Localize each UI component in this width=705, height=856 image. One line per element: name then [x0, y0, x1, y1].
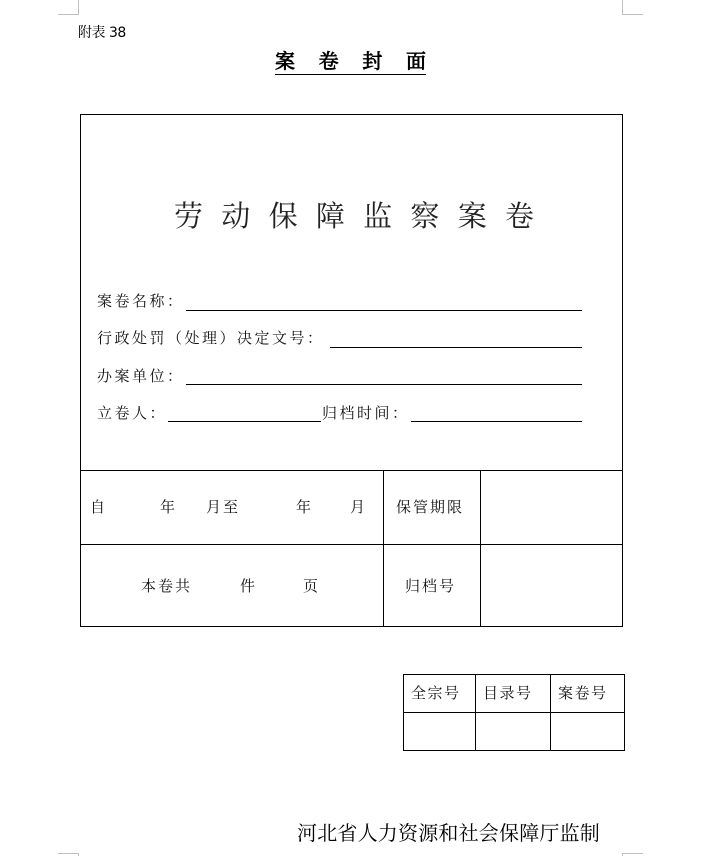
appendix-label: 附表 38: [78, 25, 126, 41]
cover-heading-char: 监: [363, 199, 393, 233]
cover-heading-char: 劳: [174, 199, 204, 233]
document-title-char: 卷: [318, 49, 339, 73]
retention-period-label: 保管期限: [396, 498, 465, 516]
case-name-label: 案卷名称：: [97, 292, 185, 310]
document-title: [275, 49, 426, 75]
crop-mark-top-left-h: [58, 14, 79, 15]
period-month1-to-label: 月至: [206, 498, 241, 516]
index-table-row-divider: [403, 712, 625, 713]
index-header-fonds-no: 全宗号: [411, 684, 461, 702]
period-from-label: 自: [90, 498, 108, 516]
filer-label: 立卷人：: [97, 404, 168, 422]
index-table-col-divider-1: [475, 674, 476, 751]
cover-heading-char: 障: [315, 199, 345, 233]
grid-divider-col1: [383, 470, 384, 627]
grid-divider-middle: [80, 544, 623, 545]
period-year2-label: 年: [296, 498, 314, 516]
archive-time-label: 归档时间：: [322, 404, 410, 422]
period-month2-label: 月: [350, 498, 368, 516]
cover-heading-char: 保: [268, 199, 298, 233]
cover-heading-char: 卷: [504, 199, 534, 233]
crop-mark-top-right-h: [622, 14, 643, 15]
document-title-char: 封: [362, 49, 383, 73]
period-year1-label: 年: [160, 498, 178, 516]
cover-heading-char: 动: [221, 199, 251, 233]
crop-mark-bottom-left-h: [58, 853, 79, 854]
document-title-char: 案: [275, 49, 295, 73]
crop-mark-bottom-right-h: [622, 853, 643, 854]
handling-unit-field[interactable]: [186, 384, 582, 385]
crop-mark-top-left-v: [78, 0, 79, 15]
issuer-footer: 河北省人力资源和社会保障厅监制: [297, 821, 600, 845]
handling-unit-label: 办案单位：: [97, 367, 185, 385]
cover-heading-char: 察: [410, 199, 440, 233]
total-volume-label: 本卷共: [141, 577, 193, 595]
document-title-char: 面: [405, 49, 426, 73]
cover-heading: [174, 198, 534, 234]
cover-heading-char: 案: [457, 199, 487, 233]
decision-number-field[interactable]: [330, 347, 582, 348]
index-header-catalog-no: 目录号: [483, 684, 533, 702]
archive-time-field[interactable]: [411, 421, 582, 422]
index-header-volume-no: 案卷号: [558, 684, 608, 702]
items-label: 件: [240, 577, 258, 595]
grid-divider-col2: [480, 470, 481, 627]
archive-number-label: 归档号: [405, 577, 457, 595]
decision-number-label: 行政处罚（处理）决定文号：: [97, 329, 325, 347]
pages-label: 页: [303, 577, 321, 595]
grid-divider-top: [80, 470, 623, 471]
index-table-col-divider-2: [550, 674, 551, 751]
filer-field[interactable]: [168, 421, 321, 422]
case-name-field[interactable]: [186, 310, 582, 311]
crop-mark-top-right-v: [622, 0, 623, 15]
